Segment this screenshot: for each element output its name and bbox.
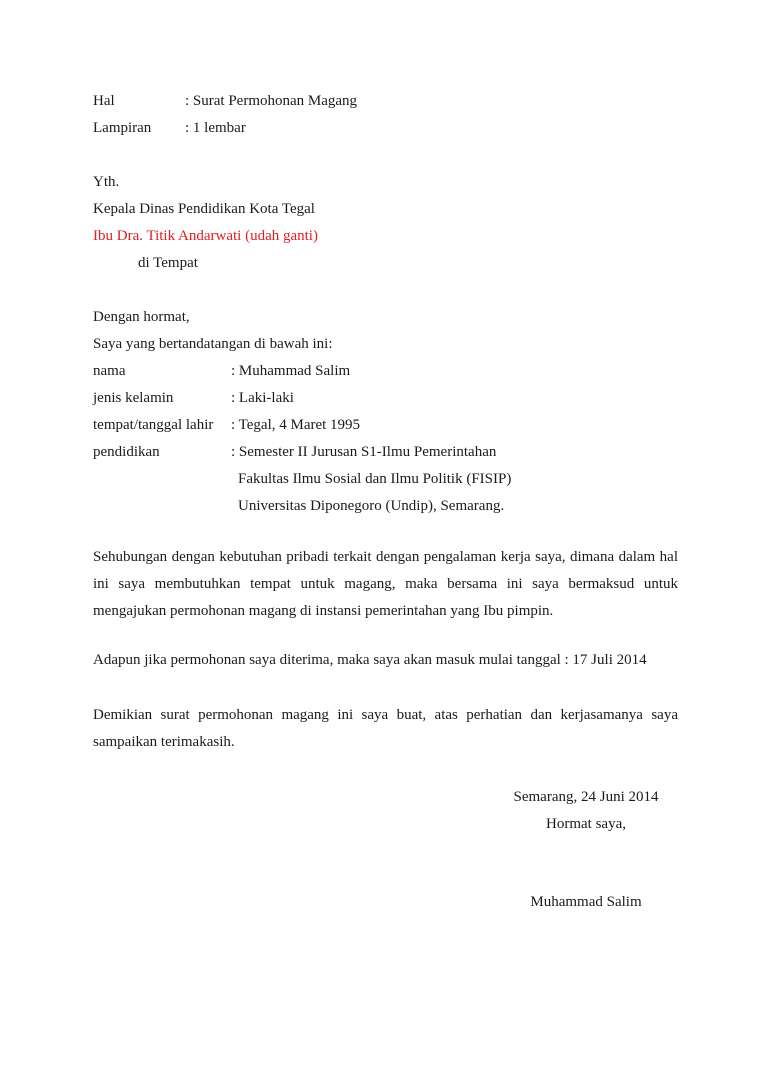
bio-value-pendidikan <box>231 439 678 520</box>
signature-block <box>494 784 678 916</box>
recipient-office: Kepala Dinas Pendidikan Kota Tegal <box>93 201 315 217</box>
signature-name: Muhammad Salim <box>530 894 642 910</box>
lampiran-label: Lampiran <box>93 120 152 136</box>
recipient-block <box>93 169 678 277</box>
greeting-line: Dengan hormat, <box>93 309 190 325</box>
opening-block <box>93 304 678 520</box>
lampiran-row <box>93 115 678 142</box>
recipient-place: di Tempat <box>138 255 198 271</box>
bio-row-nama <box>93 358 678 385</box>
bio-label-jenis-kelamin: jenis kelamin <box>93 390 174 406</box>
hal-value: : Surat Permohonan Magang <box>185 93 358 109</box>
bio-pendidikan-line1: : Semester II Jurusan S1-Ilmu Pemerintahan <box>231 444 497 460</box>
bio-label-pendidikan: pendidikan <box>93 444 160 460</box>
recipient-name-note: Ibu Dra. Titik Andarwati (udah ganti) <box>93 228 318 244</box>
signature-closing: Hormat saya, <box>546 816 626 832</box>
hal-label: Hal <box>93 93 115 109</box>
bio-pendidikan-line3: Universitas Diponegoro (Undip), Semarang. <box>238 498 505 514</box>
bio-label-ttl: tempat/tanggal lahir <box>93 417 214 433</box>
bio-row-ttl <box>93 412 678 439</box>
intro-line: Saya yang bertandatangan di bawah ini: <box>93 336 333 352</box>
recipient-salutation: Yth. <box>93 174 120 190</box>
bio-value-ttl: : Tegal, 4 Maret 1995 <box>231 417 361 433</box>
bio-row-jenis-kelamin <box>93 385 678 412</box>
lampiran-value: : 1 lembar <box>185 120 246 136</box>
signature-place-date: Semarang, 24 Juni 2014 <box>513 789 659 805</box>
hal-row <box>93 88 678 115</box>
bio-value-nama: : Muhammad Salim <box>231 363 351 379</box>
body-paragraph-1: Sehubungan dengan kebutuhan pribadi terkait dengan pengalaman kerja saya, dimana dalam hal ini saya membutuhkan tempat untuk magang, maka bersama ini saya bermaksud untuk mengajukan permohonan magang di instansi pemerintahan yang Ibu pimpin. <box>93 549 678 619</box>
body-paragraph-2: Adapun jika permohonan saya diterima, maka saya akan masuk mulai tanggal : 17 Juli 2014 <box>93 652 647 668</box>
bio-label-nama: nama <box>93 363 126 379</box>
bio-pendidikan-line2: Fakultas Ilmu Sosial dan Ilmu Politik (FISIP) <box>238 471 512 487</box>
bio-row-pendidikan <box>93 439 678 520</box>
body-paragraph-3: Demikian surat permohonan magang ini saya buat, atas perhatian dan kerjasamanya saya sampaikan terimakasih. <box>93 707 678 750</box>
bio-value-jenis-kelamin: : Laki-laki <box>231 390 294 406</box>
